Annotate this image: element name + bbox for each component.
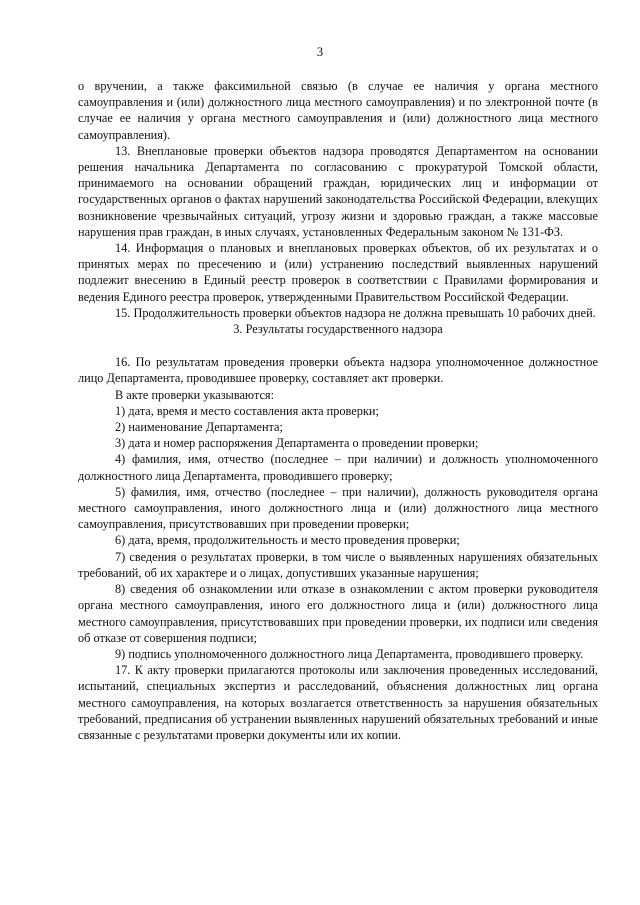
list-item-1: 1) дата, время и место составления акта проверки; xyxy=(115,403,379,418)
paragraph-15: 15. Продолжительность проверки объектов надзора не должна превышать 10 рабочих дней. xyxy=(115,305,596,320)
page-number: 3 xyxy=(316,45,324,59)
paragraph-continuation: о вручении, а также факсимильной связью (в случае ее наличия у органа местного самоуправления и (или) должностного лица местного самоуправления) и по электронной почте (в случае ее наличия у органа местного самоуправления и (или) должностного лица местного самоуправления). xyxy=(78,79,598,142)
list-item-6: 6) дата, время, продолжительность и место проведения проверки; xyxy=(115,533,460,548)
section-heading: 3. Результаты государственного надзора xyxy=(233,322,443,337)
list-item-2: 2) наименование Департамента; xyxy=(115,420,283,435)
list-item-5: 5) фамилия, имя, отчество (последнее – при наличии), должность руководителя органа местного самоуправления, иного должностного лица и (или) должностного лица местного самоуправления, присутствовавших при проведении проверки; xyxy=(78,484,598,532)
paragraph-13: 13. Внеплановые проверки объектов надзора проводятся Департаментом на основании решения начальника Департамента по согласованию с прокуратурой Томской области, принимаемого на основании обращений граждан, юридических лиц и информации от государственных органов о фактах нарушений законодательства Российской Федерации, влекущих возникновение чрезвычайных ситуаций, угрозу жизни и здоровью граждан, а также массовые нарушения прав граждан, в иных случаях, установленных Федеральным законом № 131-ФЗ. xyxy=(78,143,598,239)
list-item-3: 3) дата и номер распоряжения Департамента о проведении проверки; xyxy=(115,436,479,451)
paragraph-16: 16. По результатам проведения проверки объекта надзора уполномоченное должностное лицо Департамента, проводившее проверку, составляет акт проверки. xyxy=(78,355,598,386)
paragraph-14: 14. Информация о плановых и внеплановых проверках объектов, об их результатах и о принятых мерах по пресечению и (или) устранению последствий выявленных нарушений подлежит внесению в Единый реестр проверок в соответствии с Правилами формирования и ведения Единого реестра проверок, утвержденными Правительством Российской Федерации. xyxy=(78,241,598,304)
list-item-8: 8) сведения об ознакомлении или отказе в ознакомлении с актом проверки руководителя органа местного самоуправления, иного его должностного лица и (или) должностного лица местного самоуправления, присутствовавших при проведении проверки, их подписи или сведения об отказе от совершения подписи; xyxy=(78,582,598,645)
document-body xyxy=(78,78,598,743)
list-item-7: 7) сведения о результатах проверки, в том числе о выявленных нарушениях обязательных требований, об их характере и о лицах, допустивших указанные нарушения; xyxy=(78,549,598,580)
paragraph-17: 17. К акту проверки прилагаются протоколы или заключения проведенных исследований, испытаний, специальных экспертиз и расследований, объяснения должностных лиц органа местного самоуправления, на которых возлагается ответственность за нарушения обязательных требований, предписания об устранении выявленных нарушений обязательных требований и иные связанные с результатами проверки документы или их копии. xyxy=(78,663,598,742)
list-item-4: 4) фамилия, имя, отчество (последнее – при наличии) и должность уполномоченного должностного лица Департамента, проводившего проверку; xyxy=(78,452,598,483)
list-item-9: 9) подпись уполномоченного должностного лица Департамента, проводившего проверку. xyxy=(115,646,584,661)
list-intro: В акте проверки указываются: xyxy=(115,387,274,402)
